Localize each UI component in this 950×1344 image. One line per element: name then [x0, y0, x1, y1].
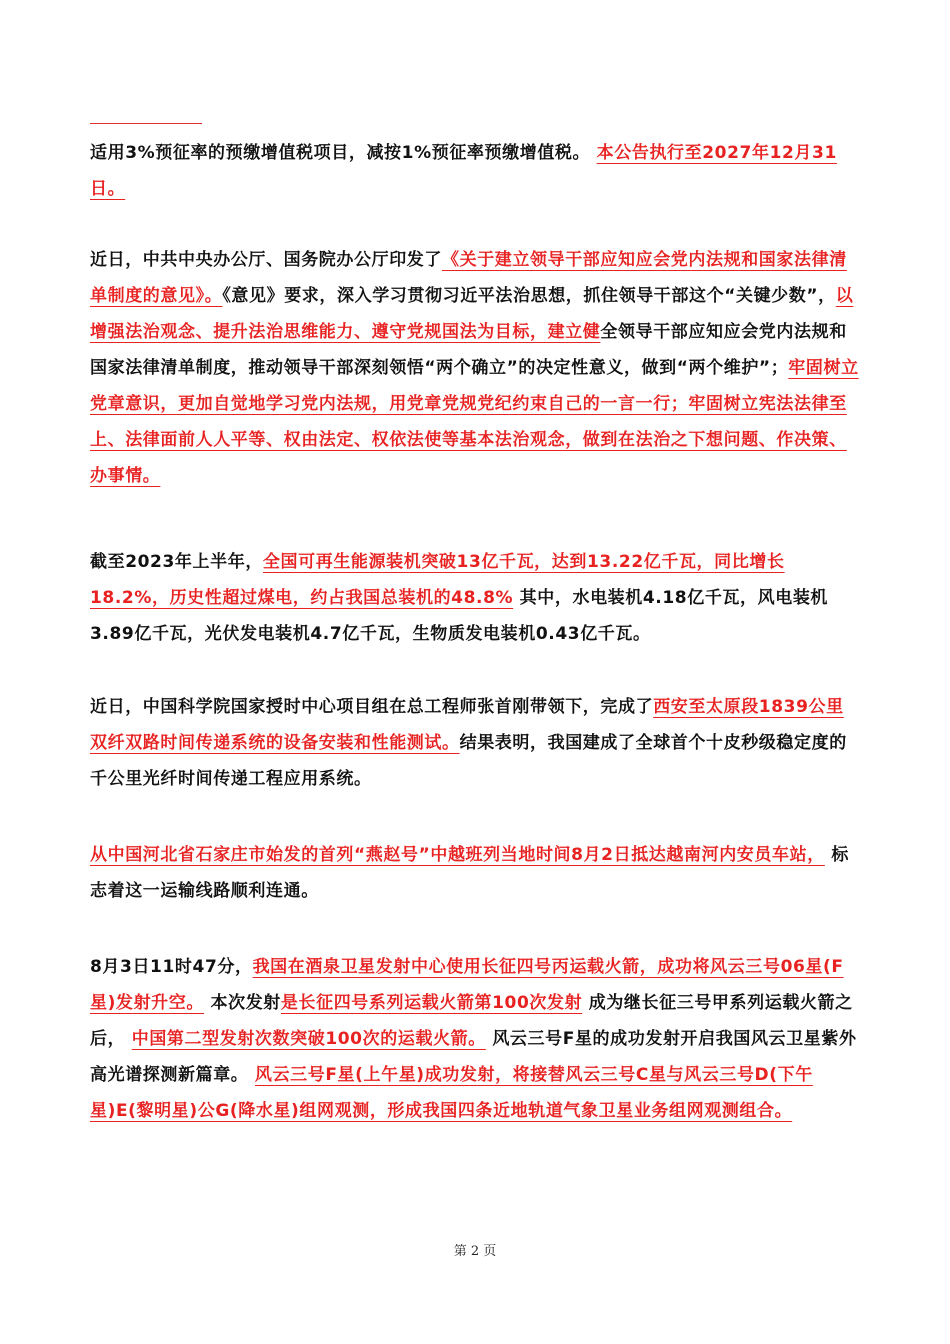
highlighted-text-run: 西安至太原段1839公里双纤双路时间传递系统的设备安装和性能测试。: [90, 697, 844, 753]
text-run: 《意见》要求，深入学习贯彻习近平法治思想，抓住领导干部这个“关键少数”，: [222, 286, 836, 306]
text-run: 8月3日11时47分，: [90, 957, 253, 977]
paragraph-law-list-opinion: [90, 242, 860, 494]
highlighted-text-run: 是长征四号系列运载火箭第100次发射: [280, 993, 583, 1013]
highlighted-text-run: 从中国河北省石家庄市始发的首列“燕赵号”中越班列当地时间8月2日抵达越南河内安员车站，: [90, 845, 825, 865]
highlighted-text-run: 牢固树立党章意识，更加自觉地学习党内法规，用党章党规党纪约束自己的一言一行；牢固树立宪法法律至上、法律面前人人平等、权由法定、权依法使等基本法治观念，做到在法治之下想问题、作决策、办事情。: [90, 358, 859, 486]
highlighted-text-run: 中国第二型发射次数突破100次的运载火箭。: [131, 1029, 486, 1049]
text-run: 标志着这一运输线路顺利连通。: [90, 845, 849, 901]
text-run: 结果表明，我国建成了全球首个十皮秒级稳定度的千公里光纤时间传递工程应用系统。: [90, 733, 847, 789]
highlighted-text-run: 风云三号F星(上午星)成功发射，将接替风云三号C星与风云三号D(下午星)E(黎明星)公G(降水星)组网观测，形成我国四条近地轨道气象卫星业务组网观测组合。: [90, 1065, 813, 1121]
text-run: 本次发射: [203, 993, 281, 1013]
paragraph-time-transfer: [90, 689, 860, 797]
text-run: 适用3%预征率的预缴增值税项目，减按1%预征率预缴增值税。: [90, 143, 597, 163]
highlighted-text-run: 全国可再生能源装机突破13亿千瓦，达到13.22亿千瓦，同比增长18.2%，历史性超过煤电，约占我国总装机的48.8%: [90, 552, 785, 608]
text-run: 成为继长征三号甲系列运载火箭之后，: [90, 993, 853, 1049]
highlighted-text-run: 我国在酒泉卫星发射中心使用长征四号丙运载火箭，成功将风云三号06星(F星)发射升空。: [90, 957, 844, 1013]
text-run: 近日，中国科学院国家授时中心项目组在总工程师张首刚带领下，完成了: [90, 697, 654, 717]
paragraph-vat-notice: [90, 135, 860, 207]
text-run: 风云三号F星的成功发射开启我国风云卫星紫外高光谱探测新篇章。: [90, 1029, 857, 1085]
text-run: 其中，水电装机4.18亿千瓦，风电装机3.89亿千瓦，光伏发电装机4.7亿千瓦，生物质发电装机0.43亿千瓦。: [90, 588, 829, 644]
text-run: 近日，中共中央办公厅、国务院办公厅印发了: [90, 250, 442, 270]
paragraph-renewable-energy: [90, 544, 860, 652]
text-run: 截至2023年上半年，: [90, 552, 263, 572]
highlighted-text-run: 本公告执行至2027年12月31日。: [90, 143, 837, 199]
paragraph-fengyun-launch: [90, 949, 860, 1129]
red-underline-fragment: [90, 123, 202, 124]
paragraph-yanzhao-train: [90, 837, 860, 909]
page-number: 第 2 页: [453, 1244, 497, 1259]
text-run: 全领导干部应知应会党内法规和国家法律清单制度，推动领导干部深刻领悟“两个确立”的决定性意义，做到“两个维护”；: [90, 322, 847, 378]
highlighted-text-run: 《关于建立领导干部应知应会党内法规和国家法律清单制度的意见》。: [90, 250, 847, 306]
highlighted-text-run: 以增强法治观念、提升法治思维能力、遵守党规国法为目标，建立健: [90, 286, 854, 342]
